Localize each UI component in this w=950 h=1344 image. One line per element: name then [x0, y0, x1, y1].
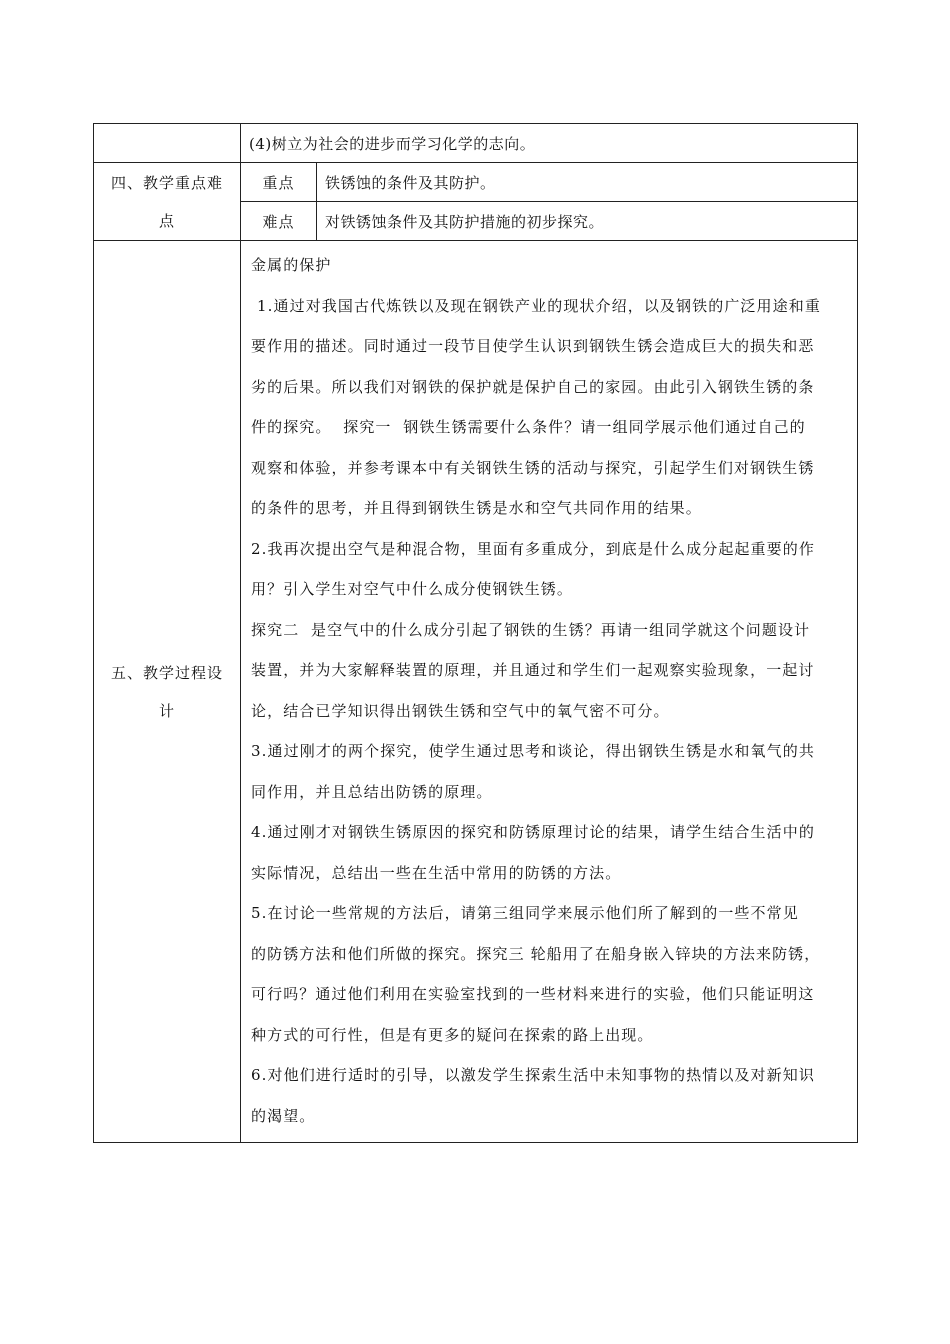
process-line: 3.通过刚才的两个探究，使学生通过思考和谈论，得出钢铁生锈是水和氧气的共 [251, 742, 815, 760]
objectives-label-cell [94, 124, 241, 163]
process-line: 同作用，并且总结出防锈的原理。 [251, 782, 493, 801]
process-label-line1: 五、教学过程设 [110, 663, 223, 682]
difficulty-content: 对铁锈蚀条件及其防护措施的初步探究。 [317, 202, 858, 241]
objectives-row [94, 124, 858, 163]
process-line: 1.通过对我国古代炼铁以及现在钢铁产业的现状介绍，以及钢铁的广泛用途和重 [257, 296, 821, 315]
process-line: 用？引入学生对空气中什么成分使钢铁生锈。 [251, 580, 574, 598]
process-line: 要作用的描述。同时通过一段节目使学生认识到钢铁生锈会造成巨大的损失和恶 [251, 337, 815, 355]
process-line: 2.我再次提出空气是种混合物，里面有多重成分，到底是什么成分起起重要的作 [251, 539, 815, 558]
objectives-content [241, 124, 858, 163]
key-points-section-label [94, 163, 241, 241]
process-line: 4.通过刚才对钢铁生锈原因的探究和防锈原理讨论的结果，请学生结合生活中的 [251, 823, 815, 841]
process-line: 6.对他们进行适时的引导，以激发学生探索生活中未知事物的热情以及对新知识 [251, 1066, 815, 1084]
process-label-line2: 计 [158, 701, 175, 720]
key-point-content: 铁锈蚀的条件及其防护。 [317, 163, 858, 202]
lesson-plan-table [93, 123, 858, 1143]
process-line: 的条件的思考，并且得到钢铁生锈是水和空气共同作用的结果。 [251, 499, 702, 517]
process-section-label [94, 241, 241, 1143]
key-points-label-line1: 四、教学重点难 [110, 173, 223, 192]
process-line: 5.在讨论一些常规的方法后，请第三组同学来展示他们所了解到的一些不常见 [251, 904, 799, 922]
process-line: 的防锈方法和他们所做的探究。探究三 轮船用了在船身嵌入锌块的方法来防锈， [251, 944, 821, 963]
process-line: 装置，并为大家解释装置的原理，并且通过和学生们一起观察实验现象，一起讨 [251, 661, 815, 679]
key-points-label-line2: 点 [158, 211, 175, 230]
process-line: 的渴望。 [251, 1106, 316, 1125]
key-points-row [94, 163, 858, 202]
process-content [241, 241, 858, 1143]
process-line: 件的探究。 探究一 钢铁生锈需要什么条件？请一组同学展示他们通过自己的 [251, 418, 806, 436]
difficulty-label: 难点 [241, 202, 317, 241]
key-point-label: 重点 [241, 163, 317, 202]
process-line: 探究二 是空气中的什么成分引起了钢铁的生锈？再请一组同学就这个问题设计 [251, 620, 811, 639]
process-line: 劣的后果。所以我们对钢铁的保护就是保护自己的家园。由此引入钢铁生锈的条 [251, 377, 815, 396]
process-line: 可行吗？通过他们利用在实验室找到的一些材料来进行的实验，他们只能证明这 [251, 985, 815, 1003]
process-line: 金属的保护 [251, 256, 332, 274]
process-line: 论，结合已学知识得出钢铁生锈和空气中的氧气密不可分。 [251, 701, 670, 720]
process-row [94, 241, 858, 1143]
process-line: 种方式的可行性，但是有更多的疑问在探索的路上出现。 [251, 1025, 654, 1044]
process-line: 观察和体验，并参考课本中有关钢铁生锈的活动与探究，引起学生们对钢铁生锈 [251, 458, 815, 477]
objective-4-text: (4)树立为社会的进步而学习化学的志向。 [249, 134, 536, 153]
process-line: 实际情况，总结出一些在生活中常用的防锈的方法。 [251, 863, 622, 882]
